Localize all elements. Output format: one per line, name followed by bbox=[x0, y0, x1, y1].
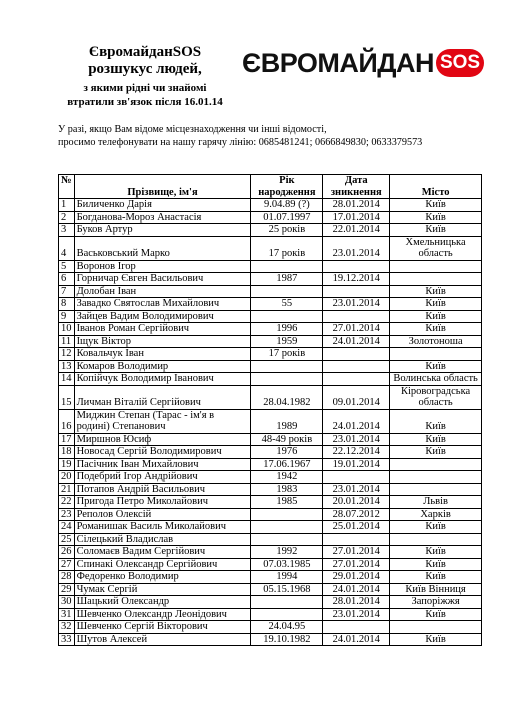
cell-birth: 28.04.1982 bbox=[251, 385, 323, 409]
table-row bbox=[59, 211, 482, 224]
cell-city: Хмельницька область bbox=[390, 236, 482, 260]
cell-birth bbox=[251, 508, 323, 521]
cell-date: 28.07.2012 bbox=[323, 508, 390, 521]
cell-birth: 9.04.89 (?) bbox=[251, 199, 323, 212]
cell-date bbox=[323, 373, 390, 386]
header-name: Прізвище, ім'я bbox=[74, 175, 251, 199]
cell-date: 23.01.2014 bbox=[323, 608, 390, 621]
cell-city: Київ bbox=[390, 310, 482, 323]
cell-name: Биличенко Дарія bbox=[74, 199, 251, 212]
cell-city: Київ bbox=[390, 224, 482, 237]
table-row bbox=[59, 446, 482, 459]
cell-city: Київ bbox=[390, 558, 482, 571]
cell-date: 27.01.2014 bbox=[323, 558, 390, 571]
table-row bbox=[59, 360, 482, 373]
cell-birth: 07.03.1985 bbox=[251, 558, 323, 571]
header-num: № bbox=[59, 175, 75, 199]
cell-date: 20.01.2014 bbox=[323, 496, 390, 509]
cell-city: Волинська область bbox=[390, 373, 482, 386]
cell-date bbox=[323, 621, 390, 634]
cell-name: Личман Віталій Сергійович bbox=[74, 385, 251, 409]
cell-birth: 25 років bbox=[251, 224, 323, 237]
cell-city: Київ bbox=[390, 446, 482, 459]
cell-num: 29 bbox=[59, 583, 75, 596]
header-birth: Рік народження bbox=[251, 175, 323, 199]
cell-name: Подебрий Ігор Андрійович bbox=[74, 471, 251, 484]
cell-num: 14 bbox=[59, 373, 75, 386]
logo-sos-badge: SOS bbox=[436, 49, 484, 77]
cell-num: 1 bbox=[59, 199, 75, 212]
table-row bbox=[59, 583, 482, 596]
cell-date: 23.01.2014 bbox=[323, 433, 390, 446]
cell-birth bbox=[251, 596, 323, 609]
cell-city: Київ bbox=[390, 211, 482, 224]
cell-name: Воронов Ігор bbox=[74, 260, 251, 273]
cell-birth: 24.04.95 bbox=[251, 621, 323, 634]
cell-city: Золотоноша bbox=[390, 335, 482, 348]
cell-num: 9 bbox=[59, 310, 75, 323]
cell-name: Копійчук Володимир Іванович bbox=[74, 373, 251, 386]
cell-city: Київ bbox=[390, 298, 482, 311]
table-row bbox=[59, 508, 482, 521]
cell-date: 19.12.2014 bbox=[323, 273, 390, 286]
table-row bbox=[59, 348, 482, 361]
cell-birth bbox=[251, 521, 323, 534]
cell-date: 25.01.2014 bbox=[323, 521, 390, 534]
cell-city: Київ Вінниця bbox=[390, 583, 482, 596]
cell-name: Завадко Святослав Михайлович bbox=[74, 298, 251, 311]
cell-date bbox=[323, 260, 390, 273]
cell-city: Харків bbox=[390, 508, 482, 521]
cell-date: 28.01.2014 bbox=[323, 596, 390, 609]
table-row bbox=[59, 285, 482, 298]
cell-num: 32 bbox=[59, 621, 75, 634]
cell-num: 22 bbox=[59, 496, 75, 509]
cell-date: 23.01.2014 bbox=[323, 236, 390, 260]
cell-name: Сілецький Владислав bbox=[74, 533, 251, 546]
cell-name: Буков Артур bbox=[74, 224, 251, 237]
cell-birth: 17 років bbox=[251, 348, 323, 361]
cell-date bbox=[323, 360, 390, 373]
table-row bbox=[59, 521, 482, 534]
cell-city bbox=[390, 621, 482, 634]
table-row bbox=[59, 323, 482, 336]
table-row bbox=[59, 558, 482, 571]
cell-birth: 1985 bbox=[251, 496, 323, 509]
cell-num: 2 bbox=[59, 211, 75, 224]
cell-num: 18 bbox=[59, 446, 75, 459]
page-subtitle-line4: втратили зв'язок після 16.01.14 bbox=[67, 96, 223, 108]
cell-name: Комаров Володимир bbox=[74, 360, 251, 373]
contact-info-line1: У разі, якщо Вам відоме місцезнаходження чи інші відомості, bbox=[58, 124, 327, 135]
cell-date: 24.01.2014 bbox=[323, 633, 390, 646]
cell-num: 11 bbox=[59, 335, 75, 348]
missing-people-table bbox=[58, 174, 482, 646]
cell-date: 22.12.2014 bbox=[323, 446, 390, 459]
cell-num: 23 bbox=[59, 508, 75, 521]
table-row bbox=[59, 310, 482, 323]
cell-city: Київ bbox=[390, 433, 482, 446]
cell-num: 33 bbox=[59, 633, 75, 646]
cell-date: 23.01.2014 bbox=[323, 298, 390, 311]
cell-date: 27.01.2014 bbox=[323, 323, 390, 336]
cell-city: Київ bbox=[390, 360, 482, 373]
cell-num: 21 bbox=[59, 483, 75, 496]
cell-name: Васьковський Марко bbox=[74, 236, 251, 260]
cell-birth: 17 років bbox=[251, 236, 323, 260]
cell-name: Федоренко Володимир bbox=[74, 571, 251, 584]
cell-num: 26 bbox=[59, 546, 75, 559]
table-row bbox=[59, 596, 482, 609]
cell-birth: 17.06.1967 bbox=[251, 458, 323, 471]
page-title: ЄвромайданSOS bbox=[88, 44, 202, 60]
cell-date bbox=[323, 533, 390, 546]
cell-birth: 55 bbox=[251, 298, 323, 311]
cell-date: 22.01.2014 bbox=[323, 224, 390, 237]
euromaidan-sos-logo bbox=[242, 46, 484, 80]
cell-city: Київ bbox=[390, 608, 482, 621]
cell-name: Богданова-Мороз Анастасія bbox=[74, 211, 251, 224]
table-row bbox=[59, 409, 482, 433]
cell-birth: 1994 bbox=[251, 571, 323, 584]
cell-date bbox=[323, 348, 390, 361]
cell-num: 30 bbox=[59, 596, 75, 609]
table-row bbox=[59, 458, 482, 471]
cell-num: 15 bbox=[59, 385, 75, 409]
cell-name: Романишак Василь Миколайович bbox=[74, 521, 251, 534]
cell-name: Горничар Євген Васильович bbox=[74, 273, 251, 286]
table-row bbox=[59, 533, 482, 546]
cell-date bbox=[323, 310, 390, 323]
cell-num: 31 bbox=[59, 608, 75, 621]
cell-birth: 05.15.1968 bbox=[251, 583, 323, 596]
cell-birth: 1959 bbox=[251, 335, 323, 348]
cell-num: 13 bbox=[59, 360, 75, 373]
cell-city bbox=[390, 273, 482, 286]
cell-num: 20 bbox=[59, 471, 75, 484]
table-row bbox=[59, 298, 482, 311]
cell-date: 29.01.2014 bbox=[323, 571, 390, 584]
cell-name: Пригода Петро Миколайович bbox=[74, 496, 251, 509]
cell-birth bbox=[251, 360, 323, 373]
cell-num: 4 bbox=[59, 236, 75, 260]
cell-num: 3 bbox=[59, 224, 75, 237]
page-title-block bbox=[40, 44, 250, 109]
contact-info bbox=[58, 123, 498, 149]
cell-birth bbox=[251, 310, 323, 323]
cell-city: Київ bbox=[390, 323, 482, 336]
table-row bbox=[59, 621, 482, 634]
cell-city: Київ bbox=[390, 633, 482, 646]
cell-date: 09.01.2014 bbox=[323, 385, 390, 409]
cell-city bbox=[390, 260, 482, 273]
cell-birth bbox=[251, 608, 323, 621]
cell-date: 24.01.2014 bbox=[323, 583, 390, 596]
header-date: Дата зникнення bbox=[323, 175, 390, 199]
cell-num: 28 bbox=[59, 571, 75, 584]
cell-num: 5 bbox=[59, 260, 75, 273]
table-row bbox=[59, 335, 482, 348]
page-subtitle: розшукус людей, bbox=[88, 61, 202, 77]
cell-num: 25 bbox=[59, 533, 75, 546]
cell-num: 7 bbox=[59, 285, 75, 298]
cell-birth bbox=[251, 260, 323, 273]
cell-num: 8 bbox=[59, 298, 75, 311]
cell-city: Київ bbox=[390, 409, 482, 433]
logo-text: ЄВРОМАЙДАН bbox=[242, 48, 434, 78]
cell-name: Потапов Андрій Васильович bbox=[74, 483, 251, 496]
cell-city: Київ bbox=[390, 546, 482, 559]
cell-city: Львів bbox=[390, 496, 482, 509]
cell-birth bbox=[251, 285, 323, 298]
cell-name: Чумак Сергій bbox=[74, 583, 251, 596]
cell-city bbox=[390, 483, 482, 496]
cell-date: 24.01.2014 bbox=[323, 409, 390, 433]
cell-num: 10 bbox=[59, 323, 75, 336]
cell-num: 17 bbox=[59, 433, 75, 446]
cell-name: Соломаєв Вадим Сергійович bbox=[74, 546, 251, 559]
cell-name: Реполов Олексій bbox=[74, 508, 251, 521]
table-row bbox=[59, 571, 482, 584]
cell-num: 27 bbox=[59, 558, 75, 571]
header-city: Місто bbox=[390, 175, 482, 199]
cell-name: Миршнов Юсиф bbox=[74, 433, 251, 446]
cell-date bbox=[323, 285, 390, 298]
cell-num: 19 bbox=[59, 458, 75, 471]
cell-city: Запоріжжя bbox=[390, 596, 482, 609]
cell-birth: 19.10.1982 bbox=[251, 633, 323, 646]
table-row bbox=[59, 373, 482, 386]
cell-name: Спинакі Олександр Сергійович bbox=[74, 558, 251, 571]
cell-name: Ковальчук Іван bbox=[74, 348, 251, 361]
cell-date: 24.01.2014 bbox=[323, 335, 390, 348]
cell-num: 24 bbox=[59, 521, 75, 534]
cell-num: 16 bbox=[59, 409, 75, 433]
table-row bbox=[59, 433, 482, 446]
cell-name: Миджин Степан (Тарас - ім'я в родині) Степанович bbox=[74, 409, 251, 433]
cell-num: 12 bbox=[59, 348, 75, 361]
cell-date: 17.01.2014 bbox=[323, 211, 390, 224]
page-subtitle-line3: з якими рідні чи знайомі bbox=[83, 82, 207, 94]
cell-birth: 1987 bbox=[251, 273, 323, 286]
cell-birth: 48-49 років bbox=[251, 433, 323, 446]
table-row bbox=[59, 483, 482, 496]
table-header-row bbox=[59, 175, 482, 199]
cell-city bbox=[390, 471, 482, 484]
cell-birth: 1992 bbox=[251, 546, 323, 559]
cell-name: Долобан Іван bbox=[74, 285, 251, 298]
cell-city bbox=[390, 458, 482, 471]
table-row bbox=[59, 260, 482, 273]
cell-name: Іванов Роман Сергійович bbox=[74, 323, 251, 336]
table-row bbox=[59, 236, 482, 260]
cell-name: Новосад Сергій Володимирович bbox=[74, 446, 251, 459]
cell-name: Зайцев Вадим Володимирович bbox=[74, 310, 251, 323]
cell-city: Кіровоградська область bbox=[390, 385, 482, 409]
cell-birth bbox=[251, 533, 323, 546]
cell-name: Шевченко Олександр Леонідович bbox=[74, 608, 251, 621]
cell-birth: 1976 bbox=[251, 446, 323, 459]
cell-birth: 1983 bbox=[251, 483, 323, 496]
cell-date bbox=[323, 471, 390, 484]
cell-date: 19.01.2014 bbox=[323, 458, 390, 471]
cell-num: 6 bbox=[59, 273, 75, 286]
table-row bbox=[59, 496, 482, 509]
cell-date: 27.01.2014 bbox=[323, 546, 390, 559]
cell-date: 28.01.2014 bbox=[323, 199, 390, 212]
table-row bbox=[59, 224, 482, 237]
cell-name: Шутов Алексей bbox=[74, 633, 251, 646]
cell-birth: 1996 bbox=[251, 323, 323, 336]
table-row bbox=[59, 273, 482, 286]
table-row bbox=[59, 199, 482, 212]
table-row bbox=[59, 385, 482, 409]
cell-city: Київ bbox=[390, 199, 482, 212]
cell-birth bbox=[251, 373, 323, 386]
table-row bbox=[59, 633, 482, 646]
cell-birth: 01.07.1997 bbox=[251, 211, 323, 224]
cell-name: Шацький Олександр bbox=[74, 596, 251, 609]
cell-city: Київ bbox=[390, 285, 482, 298]
cell-city bbox=[390, 533, 482, 546]
table-row bbox=[59, 546, 482, 559]
table-row bbox=[59, 471, 482, 484]
cell-name: Шевченко Сергій Вікторович bbox=[74, 621, 251, 634]
table-row bbox=[59, 608, 482, 621]
cell-birth: 1942 bbox=[251, 471, 323, 484]
cell-date: 23.01.2014 bbox=[323, 483, 390, 496]
cell-name: Пасічник Іван Михайлович bbox=[74, 458, 251, 471]
cell-name: Іщук Віктор bbox=[74, 335, 251, 348]
contact-info-line2: просимо телефонувати на нашу гарячу лінію: 0685481241; 0666849830; 0633379573 bbox=[58, 137, 423, 148]
cell-city bbox=[390, 348, 482, 361]
cell-birth: 1989 bbox=[251, 409, 323, 433]
cell-city: Київ bbox=[390, 521, 482, 534]
cell-city: Київ bbox=[390, 571, 482, 584]
